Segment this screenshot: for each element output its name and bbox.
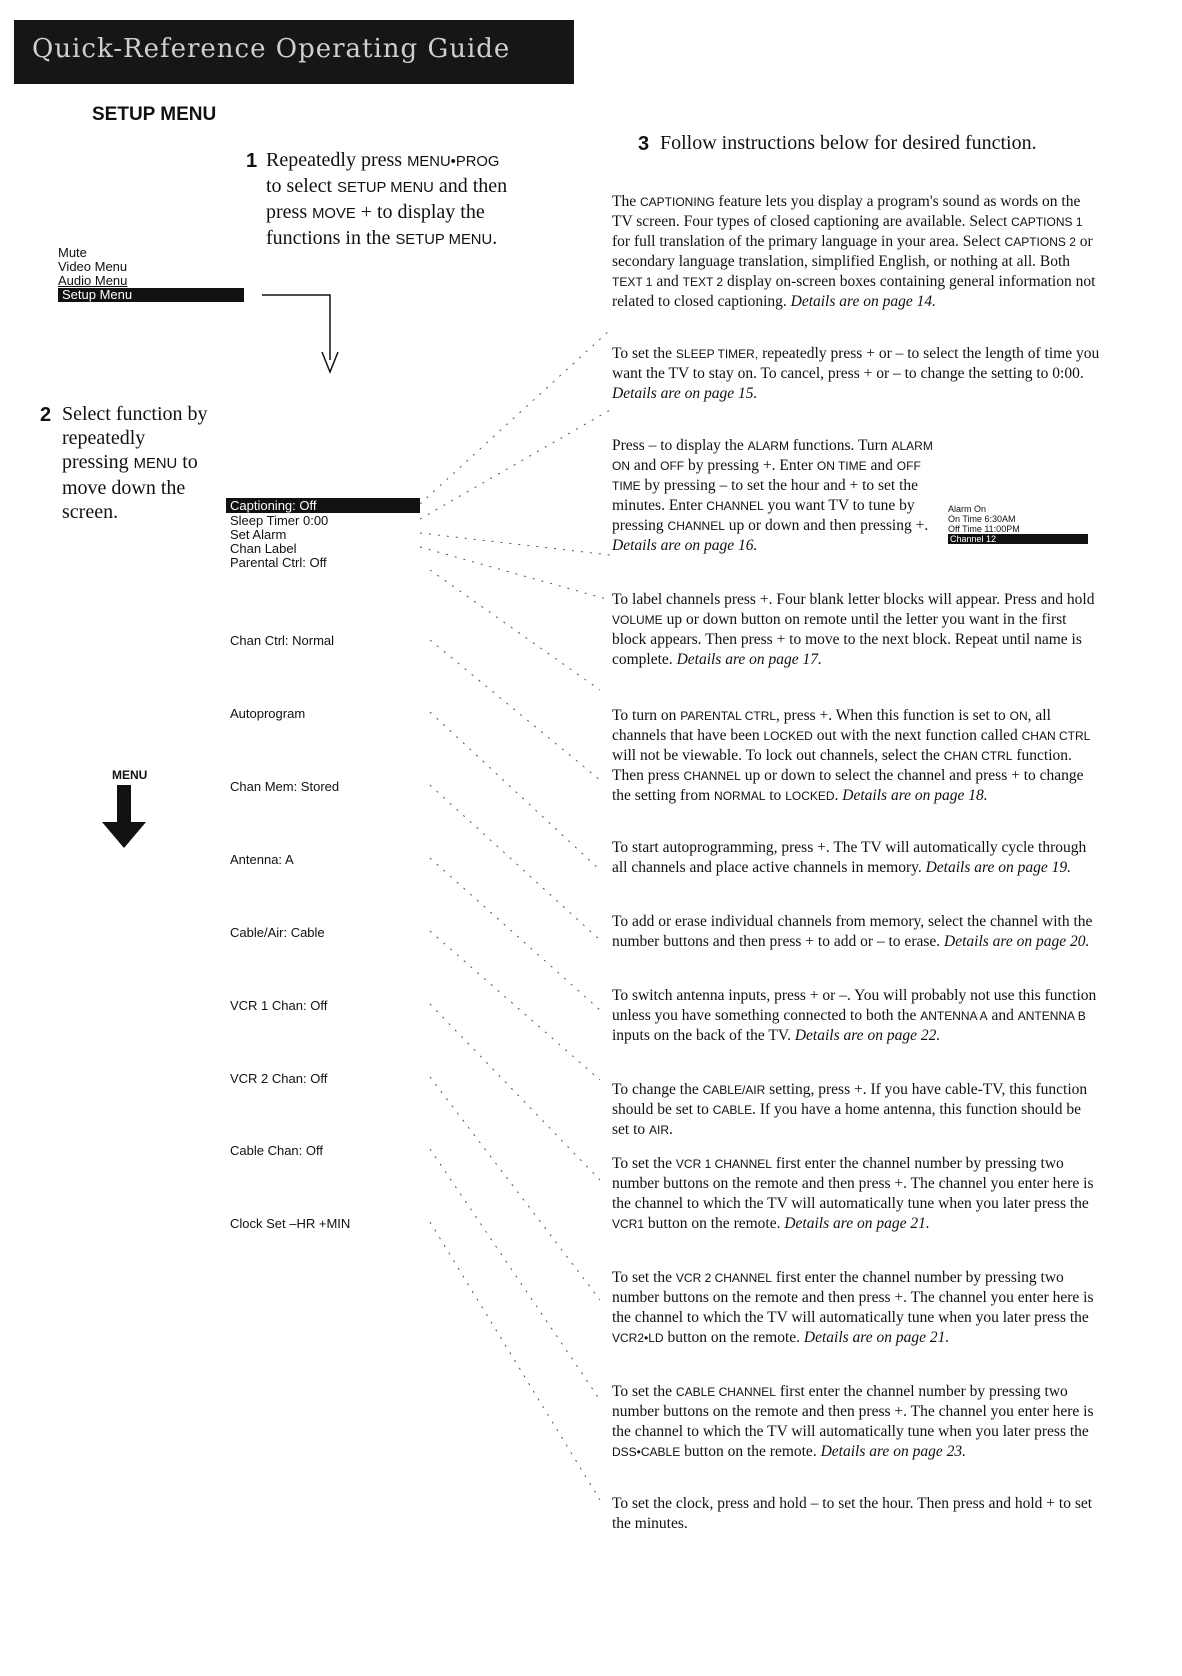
- alarm-box-line-3: Off Time 11:00PM: [948, 524, 1020, 534]
- alarm-box-channel-selected: Channel 12: [948, 534, 1088, 544]
- setup-item-antenna: Antenna: A: [230, 852, 294, 867]
- setup-item-clock-set: Clock Set –HR +MIN: [230, 1216, 351, 1231]
- main-menu-item-audio: Audio Menu: [58, 273, 128, 288]
- menu-arrow-label: MENU: [112, 768, 148, 782]
- setup-item-parental-ctrl: Parental Ctrl: Off: [230, 555, 327, 570]
- setup-item-chan-label: Chan Label: [230, 541, 297, 556]
- alarm-box-line-2: On Time 6:30AM: [948, 514, 1016, 524]
- menu-down-arrow-icon: [102, 785, 146, 848]
- main-menu-item-mute: Mute: [58, 245, 87, 260]
- step-1-text: Repeatedly press MENU•PROG to select SETUP MENU and then press MOVE + to display the functions in the SETUP MENU.: [266, 149, 508, 249]
- step1-arrow-line: [262, 295, 330, 360]
- setup-item-autoprogram: Autoprogram: [230, 706, 306, 721]
- paragraph-cable-chan: To set the CABLE CHANNEL first enter the channel number by pressing two number buttons on the remote and then press +. The channel you enter here is the channel to which the TV will automatically tune when you later press the DSS•CABLE button on the remote. Details are on page 23.: [612, 1383, 1094, 1460]
- step-3-text: Follow instructions below for desired function.: [660, 132, 1037, 154]
- main-menu-item-setup-selected: Setup Menu: [58, 288, 244, 302]
- step-1-number: 1: [246, 150, 258, 172]
- paragraph-vcr2: To set the VCR 2 CHANNEL first enter the channel number by pressing two number buttons on the remote and then press +. The channel you enter here is the channel to which the TV will automatically tune when you later press the VCR2•LD button on the remote. Details are on page 21.: [612, 1269, 1094, 1346]
- paragraph-cable-air: To change the CABLE/AIR setting, press +. If you have cable-TV, this function should be set to CABLE. If you have a home antenna, this function should be set to AIR.: [612, 1081, 1088, 1138]
- setup-item-chan-mem: Chan Mem: Stored: [230, 779, 340, 794]
- setup-item-cable-chan: Cable Chan: Off: [230, 1143, 323, 1158]
- setup-item-vcr1: VCR 1 Chan: Off: [230, 998, 328, 1013]
- alarm-screen-box: [948, 504, 1088, 544]
- paragraph-captioning: The CAPTIONING feature lets you display a program's sound as words on the TV screen. Four types of closed captioning are available. Select CAPTIONS 1 for full translation of the primary language in your area. Select CAPTIONS 2 or secondary language translation, simplified English, or nothing at all. Both TEXT 1 and TEXT 2 display on-screen boxes containing general information not related to closed captioning. Details are on page 14.: [612, 193, 1096, 310]
- banner-title: Quick-Reference Operating Guide: [32, 34, 511, 64]
- alarm-box-line-1: Alarm On: [948, 504, 987, 514]
- step-2-text: Select function by repeatedly pressing MENU to move down the screen.: [62, 403, 208, 523]
- paragraph-autoprogram: To start autoprogramming, press +. The TV will automatically cycle through all channels and place active channels in memory. Details are on page 19.: [612, 839, 1087, 876]
- step-2-number: 2: [40, 404, 52, 426]
- setup-item-vcr2: VCR 2 Chan: Off: [230, 1071, 328, 1086]
- paragraph-chan-label: To label channels press +. Four blank letter blocks will appear. Press and hold VOLUME up or down button on remote until the letter you want in the first block appears. Then press + to move to the next block. Repeat until name is complete. Details are on page 17.: [612, 591, 1095, 668]
- setup-item-captioning-selected: Captioning: Off: [226, 498, 420, 513]
- setup-item-set-alarm: Set Alarm: [230, 527, 287, 542]
- paragraph-chan-mem: To add or erase individual channels from memory, select the channel with the number buttons and then press + to add or – to erase. Details are on page 20.: [612, 913, 1093, 950]
- setup-item-cable-air: Cable/Air: Cable: [230, 925, 325, 940]
- step-3-number: 3: [638, 133, 650, 155]
- paragraph-sleep-timer: To set the SLEEP TIMER, repeatedly press + or – to select the length of time you want the TV to stay on. To cancel, press + or – to change the setting to 0:00. Details are on page 15.: [612, 345, 1100, 402]
- paragraph-antenna: To switch antenna inputs, press + or –. You will probably not use this function unless you have something connected to both the ANTENNA A and ANTENNA B inputs on the back of the TV. Details are on page 22.: [612, 987, 1097, 1044]
- paragraph-clock-set: To set the clock, press and hold – to set the hour. Then press and hold + to set the minutes.: [612, 1495, 1093, 1532]
- paragraph-vcr1: To set the VCR 1 CHANNEL first enter the channel number by pressing two number buttons on the remote and then press +. The channel you enter here is the channel to which the TV will automatically tune when you later press the VCR1 button on the remote. Details are on page 21.: [612, 1155, 1094, 1232]
- paragraph-parental-ctrl: To turn on PARENTAL CTRL, press +. When this function is set to ON, all channels that have been LOCKED out with the next function called CHAN CTRL will not be viewable. To lock out channels, select the CHAN CTRL function. Then press CHANNEL up or down to select the channel and press + to change the setting from NORMAL to LOCKED. Details are on page 18.: [612, 707, 1091, 804]
- setup-item-chan-ctrl: Chan Ctrl: Normal: [230, 633, 335, 648]
- main-menu-item-video: Video Menu: [58, 259, 128, 274]
- paragraph-alarm: Press – to display the ALARM functions. Turn ALARM ON and OFF by pressing +. Enter ON TIME and OFF TIME by pressing – to set the hour and + to set the minutes. Enter CHANNEL you want TV to tune by pressing CHANNEL up or down and then pressing +. Details are on page 16.: [612, 437, 933, 554]
- section-title: SETUP MENU: [92, 104, 217, 125]
- setup-item-sleep-timer: Sleep Timer 0:00: [230, 513, 329, 528]
